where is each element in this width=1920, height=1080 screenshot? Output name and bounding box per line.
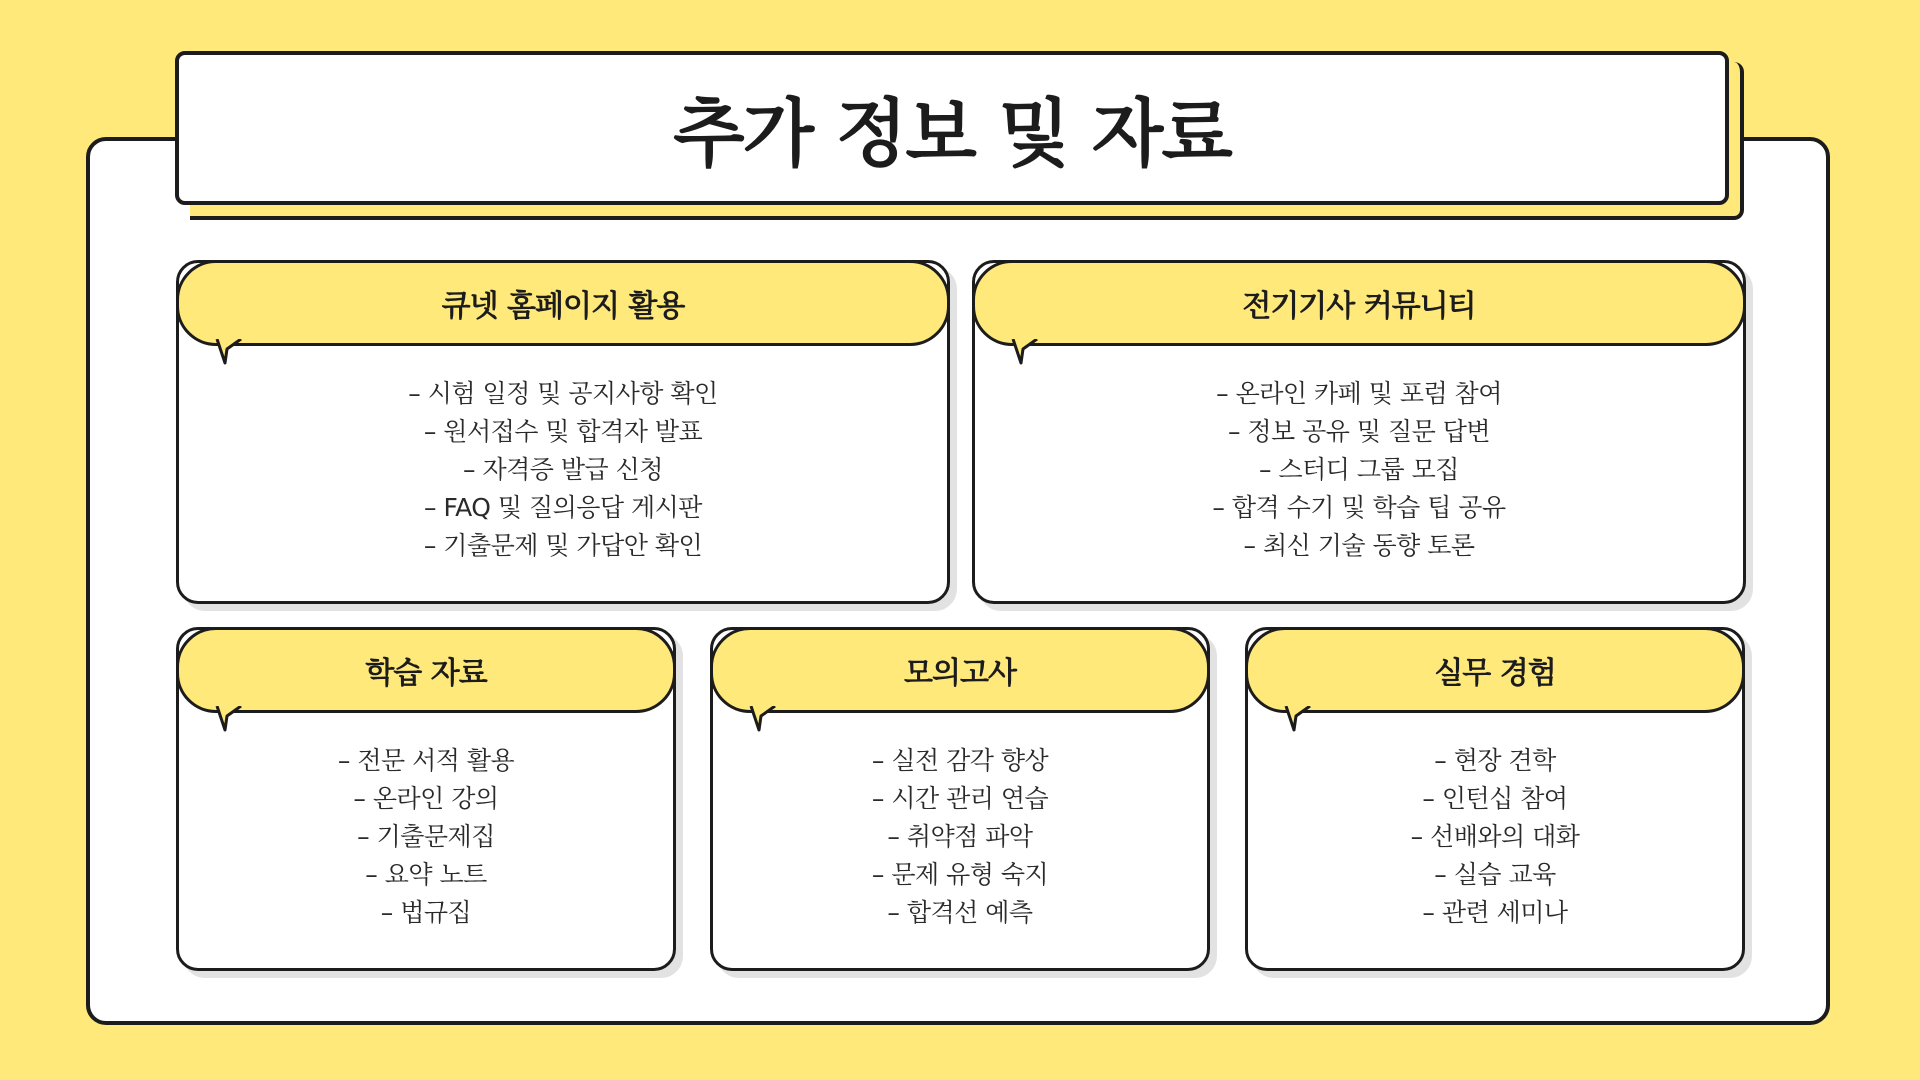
list-item: – 법규집 (380, 898, 472, 927)
list-item: – 최신 기술 동향 토론 (1243, 531, 1475, 560)
list-item: – 선배와의 대화 (1410, 822, 1580, 851)
list-item: – 기출문제집 (357, 822, 495, 851)
card-community (972, 260, 1746, 604)
list-item: – 자격증 발급 신청 (463, 455, 663, 484)
card-list (179, 375, 947, 565)
card-header (1245, 627, 1745, 713)
list-item: – 온라인 카페 및 포럼 참여 (1216, 379, 1502, 408)
card-header (710, 627, 1210, 713)
page-title: 추가 정보 및 자료 (673, 91, 1231, 177)
speech-bubble-tail (1011, 339, 1039, 365)
list-item: – 실전 감각 향상 (871, 746, 1049, 775)
speech-bubble-tail (749, 706, 777, 732)
list-item: – 원서접수 및 합격자 발표 (423, 417, 703, 446)
speech-bubble-tail (215, 339, 243, 365)
card-title: 학습 자료 (365, 656, 487, 691)
list-item: – 요약 노트 (365, 860, 487, 889)
list-item: – 정보 공유 및 질문 답변 (1227, 417, 1491, 446)
list-item: – 문제 유형 숙지 (871, 860, 1049, 889)
card-title: 실무 경험 (1434, 656, 1556, 691)
card-header (176, 627, 676, 713)
card-title: 전기기사 커뮤니티 (1242, 289, 1476, 324)
card-list (1248, 742, 1742, 932)
card-study-materials (176, 627, 676, 971)
list-item: – 취약점 파악 (887, 822, 1033, 851)
speech-bubble-tail (1284, 706, 1312, 732)
list-item: – FAQ 및 질의응답 게시판 (424, 493, 702, 522)
list-item: – 관련 세미나 (1422, 898, 1568, 927)
card-title: 큐넷 홈페이지 활용 (441, 289, 685, 324)
list-item: – 현장 견학 (1434, 746, 1556, 775)
card-field-experience (1245, 627, 1745, 971)
card-title: 모의고사 (904, 656, 1016, 691)
card-mock-exam (710, 627, 1210, 971)
list-item: – 스터디 그룹 모집 (1259, 455, 1459, 484)
card-list (713, 742, 1207, 932)
list-item: – 기출문제 및 가답안 확인 (423, 531, 703, 560)
card-list (179, 742, 673, 932)
card-header (972, 260, 1746, 346)
list-item: – 시험 일정 및 공지사항 확인 (408, 379, 718, 408)
card-header (176, 260, 950, 346)
list-item: – 합격선 예측 (887, 898, 1033, 927)
list-item: – 인턴십 참여 (1422, 784, 1568, 813)
list-item: – 시간 관리 연습 (871, 784, 1049, 813)
list-item: – 온라인 강의 (353, 784, 499, 813)
list-item: – 합격 수기 및 학습 팁 공유 (1212, 493, 1506, 522)
speech-bubble-tail (215, 706, 243, 732)
list-item: – 전문 서적 활용 (337, 746, 515, 775)
title-box (175, 51, 1729, 205)
card-qnet-homepage (176, 260, 950, 604)
list-item: – 실습 교육 (1434, 860, 1556, 889)
card-list (975, 375, 1743, 565)
